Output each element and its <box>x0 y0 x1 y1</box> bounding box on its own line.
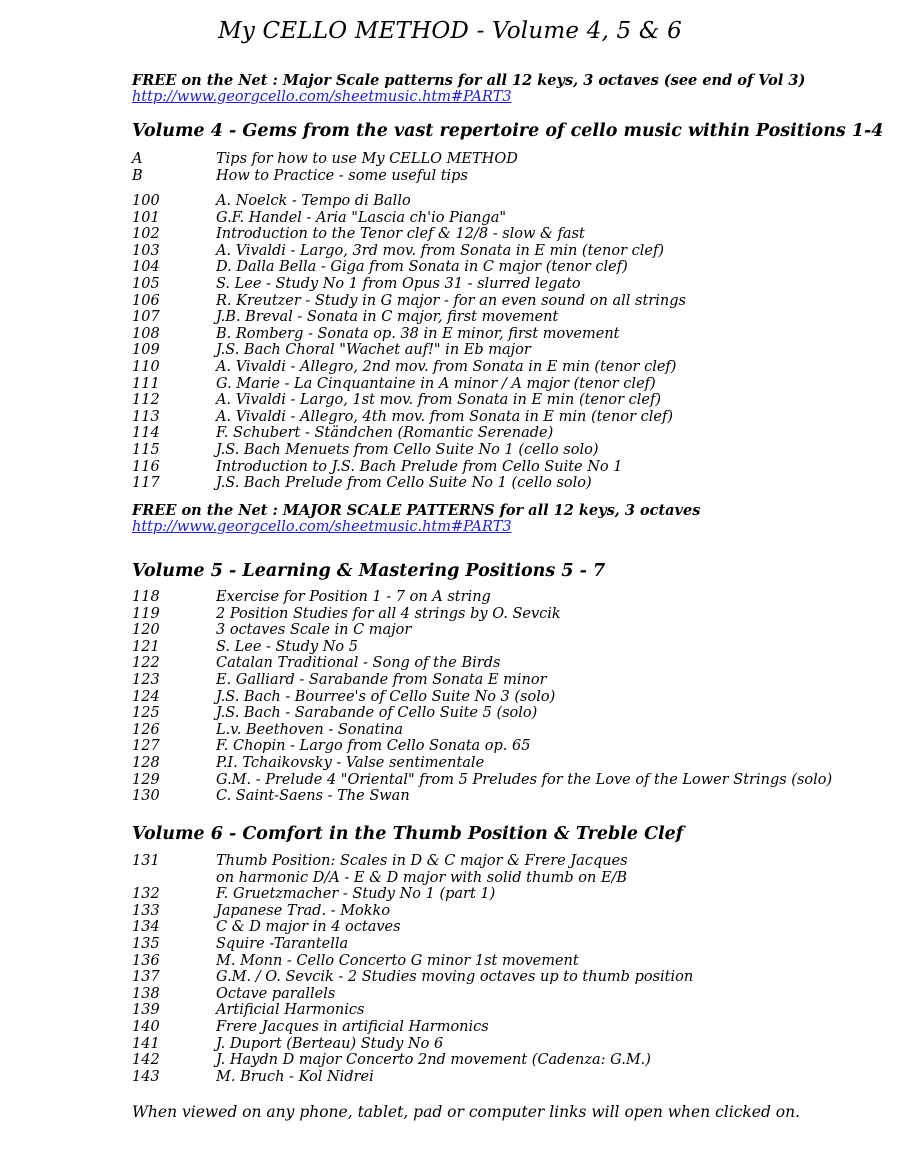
item-title: 2 Position Studies for all 4 strings by O. Sevcik <box>216 605 561 622</box>
list-item <box>132 259 872 276</box>
item-title: How to Practice - some useful tips <box>216 167 468 184</box>
item-title: J.S. Bach - Bourree's of Cello Suite No 3 (solo) <box>216 688 556 705</box>
item-number: 142 <box>132 1052 160 1069</box>
list-item <box>132 342 872 359</box>
list-item <box>132 409 872 426</box>
item-number: 106 <box>132 292 160 309</box>
list-item <box>132 606 872 623</box>
list-item <box>132 309 872 326</box>
item-number: A <box>132 151 143 167</box>
list-item <box>132 442 872 459</box>
item-title: A. Vivaldi - Largo, 3rd mov. from Sonata in E min (tenor clef) <box>216 242 664 259</box>
list-item <box>132 276 872 293</box>
volume-5-heading: Volume 5 - Learning & Mastering Positions 5 - 7 <box>132 561 606 581</box>
item-number: 110 <box>132 358 160 375</box>
list-item <box>132 886 872 903</box>
item-title: F. Chopin - Largo from Cello Sonata op. 65 <box>216 738 531 755</box>
list-item <box>132 168 872 185</box>
item-title: Introduction to the Tenor clef & 12/8 - slow & fast <box>216 226 585 243</box>
item-number: 111 <box>132 375 160 392</box>
item-title: J.S. Bach Choral "Wachet auf!" in Eb major <box>216 342 531 359</box>
item-title: Octave parallels <box>216 985 336 1002</box>
item-number: 113 <box>132 408 160 425</box>
list-item <box>132 986 872 1003</box>
item-number: 122 <box>132 655 160 672</box>
item-title: 3 octaves Scale in C major <box>216 622 412 639</box>
item-title: G.M. - Prelude 4 "Oriental" from 5 Preludes for the Love of the Lower Strings (solo) <box>216 771 833 788</box>
list-item <box>132 475 872 492</box>
item-title: L.v. Beethoven - Sonatina <box>216 721 403 738</box>
list-item <box>132 193 872 210</box>
item-number: 129 <box>132 771 160 788</box>
item-number: 100 <box>132 193 160 209</box>
item-title: Introduction to J.S. Bach Prelude from Cello Suite No 1 <box>216 458 623 475</box>
list-item <box>132 755 872 772</box>
list-item <box>132 1069 872 1086</box>
item-title: J. Haydn D major Concerto 2nd movement (Cadenza: G.M.) <box>216 1052 651 1069</box>
item-number: 131 <box>132 853 160 869</box>
list-item <box>132 425 872 442</box>
item-title: M. Bruch - Kol Nidrei <box>216 1068 374 1085</box>
item-number: 109 <box>132 342 160 359</box>
list-item <box>132 722 872 739</box>
item-title: M. Monn - Cello Concerto G minor 1st movement <box>216 952 579 969</box>
list-item <box>132 392 872 409</box>
item-number: 101 <box>132 209 160 226</box>
volume-4-heading: Volume 4 - Gems from the vast repertoire of cello music within Positions 1-4 <box>132 121 884 141</box>
item-number: 112 <box>132 392 160 409</box>
free-link-volume-4[interactable]: http://www.georgcello.com/sheetmusic.htm#PART3 <box>132 519 512 535</box>
volume-4-list <box>132 193 872 492</box>
list-item <box>132 788 872 805</box>
free-note-top <box>132 72 805 105</box>
list-item <box>132 689 872 706</box>
item-title: S. Lee - Study No 5 <box>216 638 358 655</box>
volume-4-intro-list <box>132 151 872 184</box>
item-title: J. Duport (Berteau) Study No 6 <box>216 1035 444 1052</box>
list-item <box>132 936 872 953</box>
item-number: 135 <box>132 935 160 952</box>
item-number: 115 <box>132 441 160 458</box>
item-number: 108 <box>132 325 160 342</box>
footer-note: When viewed on any phone, tablet, pad or computer links will open when clicked on. <box>132 1103 801 1121</box>
item-number: 121 <box>132 638 160 655</box>
item-title: Japanese Trad. - Mokko <box>216 902 391 919</box>
list-item <box>132 326 872 343</box>
item-number: 114 <box>132 425 160 442</box>
item-number: 123 <box>132 671 160 688</box>
item-number: 102 <box>132 226 160 243</box>
volume-6-heading: Volume 6 - Comfort in the Thumb Position & Treble Clef <box>132 824 684 844</box>
item-title: E. Galliard - Sarabande from Sonata E minor <box>216 671 547 688</box>
list-item <box>132 639 872 656</box>
list-item <box>132 622 872 639</box>
volume-5-list <box>132 589 872 805</box>
item-title: J.S. Bach - Sarabande of Cello Suite 5 (solo) <box>216 705 538 722</box>
item-title: F. Gruetzmacher - Study No 1 (part 1) <box>216 886 496 903</box>
list-item <box>132 293 872 310</box>
item-number: 125 <box>132 705 160 722</box>
item-title: P.I. Tchaikovsky - Valse sentimentale <box>216 754 485 771</box>
item-number: 117 <box>132 475 160 492</box>
item-title: A. Noelck - Tempo di Ballo <box>216 193 411 209</box>
item-number: 120 <box>132 622 160 639</box>
list-item <box>132 969 872 986</box>
list-item <box>132 953 872 970</box>
item-number: 126 <box>132 721 160 738</box>
item-title: C & D major in 4 octaves <box>216 919 401 936</box>
item-number: 107 <box>132 309 160 326</box>
item-number: 137 <box>132 969 160 986</box>
free-note-text: FREE on the Net : Major Scale patterns for all 12 keys, 3 octaves (see end of Vol 3) <box>132 72 806 89</box>
list-item <box>132 772 872 789</box>
item-title: C. Saint-Saens - The Swan <box>216 788 410 805</box>
item-number: 136 <box>132 952 160 969</box>
item-number: 104 <box>132 259 160 276</box>
item-title: G.M. / O. Sevcik - 2 Studies moving octaves up to thumb position <box>216 969 694 986</box>
item-title: Squire -Tarantella <box>216 935 349 952</box>
item-number: 139 <box>132 1002 160 1019</box>
item-title-continued: on harmonic D/A - E & D major with solid thumb on E/B <box>216 869 628 886</box>
list-item <box>132 903 872 920</box>
item-title: Catalan Traditional - Song of the Birds <box>216 655 501 672</box>
list-item <box>132 853 872 870</box>
list-item <box>132 376 872 393</box>
item-number: 119 <box>132 605 160 622</box>
item-number: 127 <box>132 738 160 755</box>
list-item <box>132 919 872 936</box>
item-number: 118 <box>132 589 160 605</box>
item-title: D. Dalla Bella - Giga from Sonata in C major (tenor clef) <box>216 259 628 276</box>
list-item <box>132 655 872 672</box>
free-note-volume-4 <box>132 502 700 535</box>
item-number: 141 <box>132 1035 160 1052</box>
item-title: Tips for how to use My CELLO METHOD <box>216 151 518 167</box>
item-number: B <box>132 167 143 184</box>
item-number: 140 <box>132 1018 160 1035</box>
list-item <box>132 151 872 168</box>
list-item <box>132 459 872 476</box>
item-title: G.F. Handel - Aria "Lascia ch'io Pianga" <box>216 209 507 226</box>
item-title: A. Vivaldi - Largo, 1st mov. from Sonata in E min (tenor clef) <box>216 392 662 409</box>
item-number: 116 <box>132 458 160 475</box>
item-number: 134 <box>132 919 160 936</box>
list-item <box>132 243 872 260</box>
volume-6-list <box>132 853 872 1085</box>
item-title: Exercise for Position 1 - 7 on A string <box>216 589 491 605</box>
item-title: J.B. Breval - Sonata in C major, first movement <box>216 309 559 326</box>
free-link-top[interactable]: http://www.georgcello.com/sheetmusic.htm#PART3 <box>132 89 512 105</box>
list-item <box>132 672 872 689</box>
item-title: J.S. Bach Prelude from Cello Suite No 1 (cello solo) <box>216 475 592 492</box>
item-title: F. Schubert - Ständchen (Romantic Serenade) <box>216 425 554 442</box>
item-title: Thumb Position: Scales in D & C major & Frere Jacques <box>216 853 628 869</box>
item-number: 128 <box>132 754 160 771</box>
list-item <box>132 1019 872 1036</box>
page-title: My CELLO METHOD - Volume 4, 5 & 6 <box>218 18 682 44</box>
item-number: 103 <box>132 242 160 259</box>
item-title: G. Marie - La Cinquantaine in A minor / A major (tenor clef) <box>216 375 656 392</box>
item-title: J.S. Bach Menuets from Cello Suite No 1 (cello solo) <box>216 441 599 458</box>
item-number: 124 <box>132 688 160 705</box>
list-item-continuation <box>132 870 872 887</box>
list-item <box>132 1052 872 1069</box>
item-number: 133 <box>132 902 160 919</box>
item-title: S. Lee - Study No 1 from Opus 31 - slurred legato <box>216 275 581 292</box>
list-item <box>132 589 872 606</box>
list-item <box>132 1036 872 1053</box>
item-number: 138 <box>132 985 160 1002</box>
list-item <box>132 226 872 243</box>
list-item <box>132 210 872 227</box>
free-note-text: FREE on the Net : MAJOR SCALE PATTERNS for all 12 keys, 3 octaves <box>132 502 701 519</box>
item-title: Artificial Harmonics <box>216 1002 365 1019</box>
item-title: A. Vivaldi - Allegro, 4th mov. from Sonata in E min (tenor clef) <box>216 408 673 425</box>
item-number: 105 <box>132 275 160 292</box>
list-item <box>132 1002 872 1019</box>
item-number: 143 <box>132 1068 160 1085</box>
list-item <box>132 359 872 376</box>
item-title: B. Romberg - Sonata op. 38 in E minor, first movement <box>216 325 620 342</box>
item-title: R. Kreutzer - Study in G major - for an even sound on all strings <box>216 292 686 309</box>
list-item <box>132 738 872 755</box>
item-number: 130 <box>132 788 160 805</box>
item-number: 132 <box>132 886 160 903</box>
item-title: A. Vivaldi - Allegro, 2nd mov. from Sonata in E min (tenor clef) <box>216 358 677 375</box>
item-title: Frere Jacques in artificial Harmonics <box>216 1018 489 1035</box>
list-item <box>132 705 872 722</box>
